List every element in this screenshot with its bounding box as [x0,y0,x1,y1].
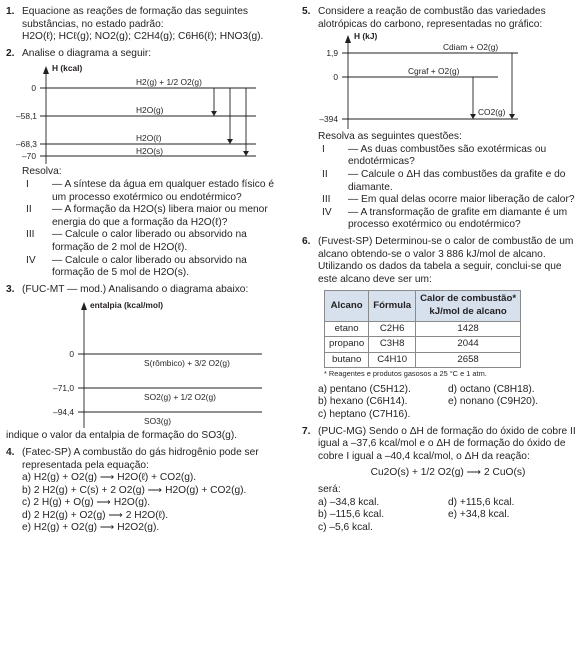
enthalpy-diagram-sulfur [22,296,286,430]
option: c) –5,6 kcal. [318,521,373,533]
option: e) H2(g) + O2(g) ⟶ H2O2(g). [22,522,160,534]
list-item: I — A síntese da água em qualquer estado físico é um processo exotérmico ou endotérmico? [26,178,275,203]
axis-label: H (kcal) [52,63,83,74]
table-cell: C4H10 [369,352,416,368]
table-cell: propano [325,337,369,353]
question-number: 5. [302,6,311,17]
enthalpy-diagram-carbon [318,31,578,131]
y-label: –394 [319,114,338,125]
list-item: IV — A transformação de grafite em diamante é um processo exotérmico ou endotérmico? [322,206,568,231]
table-cell: 2658 [416,352,521,368]
y-label: –58,1 [16,111,37,122]
option: b) 2 H2(g) + C(s) + 2 O2(g) ⟶ H2O(g) + CO2(g). [22,484,247,496]
question-1 [6,6,286,44]
question-number: 7. [302,425,311,437]
table-cell: butano [325,352,369,368]
sera-label: será: [318,484,341,496]
list-item: III — Calcule o calor liberado ou absorvido na formação de 2 mol de H2O(ℓ). [26,229,247,253]
level-label: H2O(g) [136,105,164,116]
question-text: Analise o diagrama a seguir: [22,47,152,59]
table-cell: C2H6 [369,321,416,337]
y-label: 0 [69,349,74,360]
option: b) –115,6 kcal. [318,509,385,521]
list-item: II — Calcule o ΔH das combustões da grafite e do diamante. [322,168,566,193]
table-cell: 2044 [416,337,521,353]
question-7 [302,426,578,535]
table-header: Calor de combustão* kJ/mol de alcano [416,291,521,321]
question-number: 4. [6,446,15,458]
list-item: IV — Calcule o calor liberado ou absorvido na formação de 5 mol de H2O(s). [26,254,247,279]
question-text: (FUC-MT — mod.) Analisando o diagrama abaixo: [22,283,249,295]
list-item: III — Em qual delas ocorre maior liberação de calor? [322,194,575,206]
question-text: (Fuvest-SP) Determinou-se o calor de combustão de um alcano obtendo-se o valor 3 886 kJ/mol de alcano. Utilizando os dados da tabela a seguir, conclui-se que este alcano deve ser um: [318,235,574,285]
level-label: SO2(g) + 1/2 O2(g) [144,392,216,403]
y-label: 1,9 [326,48,338,59]
level-label: H2O(s) [136,146,163,157]
option: a) –34,8 kcal. [318,496,380,508]
question-text: (Fatec-SP) A combustão do gás hidrogênio pode ser representada pela equação: [22,446,259,471]
question-text: indique o valor da entalpia de formação do SO3(g). [6,430,238,442]
level-label: H2(g) + 1/2 O2(g) [136,77,202,88]
option: b) hexano (C6H14). [318,396,408,408]
list-item: II — A formação da H2O(s) libera maior ou menor energia do que a formação da H2O(ℓ)? [26,204,268,228]
level-label: SO3(g) [144,416,171,427]
question-number: 6. [302,235,311,247]
question-2 [6,48,286,280]
axis-label: entalpia (kcal/mol) [90,300,164,311]
question-text: Considere a reação de combustão das variedades alotrópicas do carbono, representadas no gráfico: [318,6,546,30]
y-label: –70 [22,151,36,162]
option: d) octano (C8H18). [448,383,535,395]
question-number: 3. [6,283,15,295]
table-cell: etano [325,321,369,337]
level-label: Cgraf + O2(g) [408,66,460,77]
table-row [325,337,521,353]
option: a) pentano (C5H12). [318,383,411,395]
axis-label: H (kJ) [354,31,378,42]
question-number: 2. [6,47,15,59]
question-6 [302,236,578,422]
y-label: 0 [333,72,338,83]
question-text: (PUC-MG) Sendo o ΔH de formação do óxido de cobre II igual a –37,6 kcal/mol e o ΔH de formação do óxido de cobre I igual a –40,4 kcal/mol, o ΔH da reação: [318,425,576,462]
left-column [6,6,286,539]
question-text: Equacione as reações de formação das seguintes substâncias, no estado padrão: [22,6,248,30]
level-label: CO2(g) [478,107,506,118]
level-label: Cdiam + O2(g) [443,42,499,53]
option: c) heptano (C7H16). [318,409,411,421]
question-3 [6,284,286,443]
table-cell: 1428 [416,321,521,337]
level-label: S(rômbico) + 3/2 O2(g) [144,358,230,369]
reaction-equation: Cu2O(s) + 1/2 O2(g) ⟶ 2 CuO(s) [370,467,526,479]
option: c) 2 H(g) + O(g) ⟶ H2O(g). [22,497,151,509]
y-label: 0 [31,83,36,94]
list-item: I — As duas combustões são exotérmicas ou endotérmicas? [322,143,547,168]
y-label: –68,3 [16,139,37,150]
combustion-table [324,290,521,368]
option: a) H2(g) + O2(g) ⟶ H2O(ℓ) + CO2(g). [22,472,197,484]
resolva-label: Resolva: [22,166,62,178]
table-header: Fórmula [369,291,416,321]
question-5 [302,6,578,232]
option: d) 2 H2(g) + O2(g) ⟶ 2 H2O(ℓ). [22,509,169,521]
options-grid [318,384,578,422]
table-header-row [325,291,521,321]
options-grid [318,497,578,535]
right-column [302,6,578,538]
y-label: –94,4 [53,407,74,418]
level-label: H2O(ℓ) [136,133,162,144]
question-4 [6,447,286,535]
option: d) +115,6 kcal. [448,496,515,508]
y-label: –71,0 [53,383,74,394]
option: e) nonano (C9H20). [448,396,539,408]
table-cell: C3H8 [369,337,416,353]
enthalpy-diagram-water [16,60,286,166]
table-row [325,321,521,337]
table-row [325,352,521,368]
question-number: 1. [6,6,15,17]
table-note: * Reagentes e produtos gasosos a 25 °C e 1 atm. [324,369,487,379]
formula-list: H2O(ℓ); HCℓ(g); NO2(g); C2H4(g); C6H6(ℓ); HNO3(g). [22,31,264,43]
table-header: Alcano [325,291,369,321]
resolva-label: Resolva as seguintes questões: [318,131,462,143]
option: e) +34,8 kcal. [448,509,510,521]
